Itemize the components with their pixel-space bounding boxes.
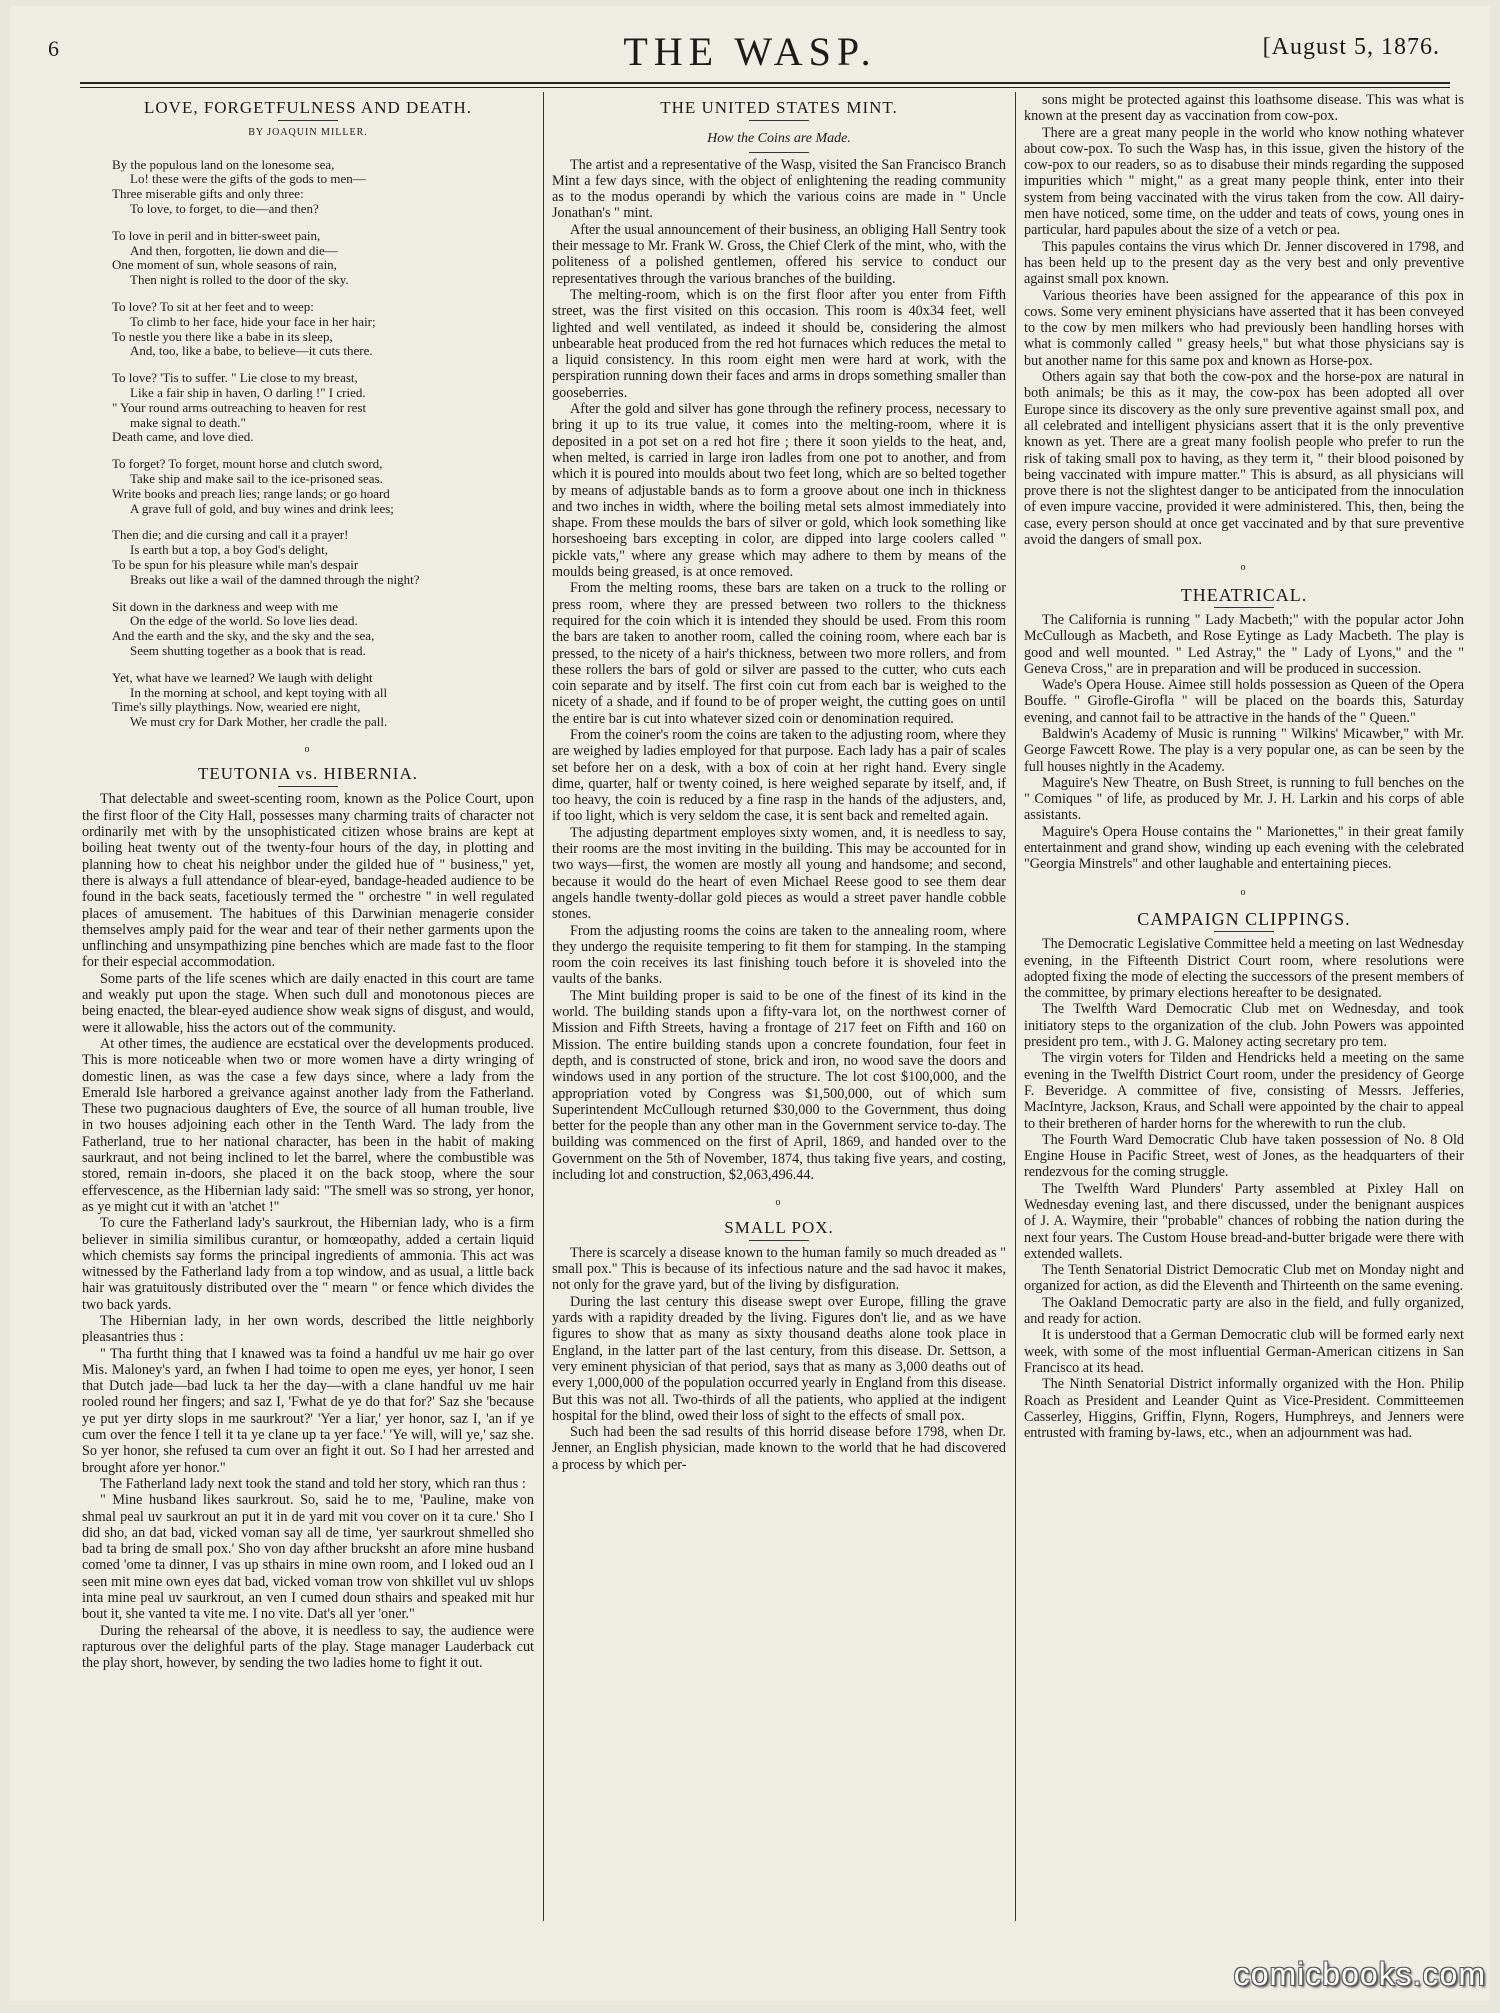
poem-stanza bbox=[112, 528, 534, 587]
article-subtitle-mint: How the Coins are Made. bbox=[707, 131, 851, 147]
paragraph: After the usual announcement of their business, an obliging Hall Sentry took their message to Mr. Frank W. Gross, the Chief Clerk of the mint, who, with the politeness of a polished gentlemen, offered his service to conduct our representatives through the various branches of the building. bbox=[552, 221, 1006, 287]
paragraph: After the gold and silver has gone through the refinery process, necessary to bring it up to its true value, it comes into the melting-room, where it is deposited in a pot set on a red hot fire ; there it soon yields to the heat, and, when melted, is carried in large iron ladles from one pot to another, and from which it is poured into moulds about two feet long, which are so belted together by means of adjustable bands as to form a groove about one inch in thickness and two inches in width, where the boiling metal sets almost immediately into shape. From these moulds the bars of silver or gold, which look something like horseshoeing bars excepting in color, are dipped into large coolers called " pickle vats," where any grease which may adhere to them by means of the moulds being greased, is at once removed. bbox=[552, 401, 1006, 581]
paragraph: The Twelfth Ward Plunders' Party assembled at Pixley Hall on Wednesday evening last, and there discussed, under the benignant auspices of J. A. Waymire, their "probable" chances of robbing the nation during the next four years. The Custom House bread-and-butter brigade were there with extended wallets. bbox=[1024, 1180, 1464, 1262]
poem-line: One moment of sun, whole seasons of rain, bbox=[112, 257, 337, 273]
column-2 bbox=[552, 92, 1006, 1921]
poem-line: Take ship and make sail to the ice-prisoned seas. bbox=[130, 470, 383, 486]
page-number: 6 bbox=[48, 36, 59, 61]
column-3 bbox=[1024, 92, 1464, 1921]
article-title-teutonia: TEUTONIA vs. HIBERNIA. bbox=[197, 764, 418, 784]
poem-line: To love in peril and in bitter-sweet pain, bbox=[112, 227, 321, 243]
paragraph: The Hibernian lady, in her own words, described the little neighborly pleasantries thus : bbox=[82, 1312, 534, 1346]
paragraph: The Tenth Senatorial District Democratic Club met on Monday night and organized for action, as did the Eleventh and Thirteenth on the same evening. bbox=[1024, 1262, 1464, 1295]
poem-byline: BY JOAQUIN MILLER. bbox=[248, 127, 368, 139]
poem-line: Seem shutting together as a book that is read. bbox=[130, 642, 366, 658]
article-body-mint bbox=[552, 157, 1006, 1184]
paragraph: From the coiner's room the coins are taken to the adjusting room, where they are weighed by ladies employed for that purpose. Each lady has a pair of scales set before her on a desk, with a box of coin at her right hand. Every single dime, quarter, half or twenty coined, is here weighed separate by itself, and, if too heavy, the coin is reduced by a fine rasp in the hands of the adjusters, and, if too light, which is very seldom the case, it is sent back and remelted again. bbox=[552, 726, 1006, 825]
paragraph: This papules contains the virus which Dr. Jenner discovered in 1798, and has been held up to the present day as the very best and only preventive against small pox known. bbox=[1024, 238, 1464, 288]
paragraph: At other times, the audience are ecstatical over the developments produced. This is more noticeable when two or more women have a dirty wringing of domestic linen, as was the case a few days since, where a lady from the Emerald Isle harbored a greivance against another lady from the Fatherland. These two pugnacious daughters of Eve, the source of all human trouble, live in two houses adjoining each other in the Tenth Ward. The lady from the Fatherland, true to her national character, has been in the habit of making saurkraut, and not being inclined to let the barrel, where the combustible was stored, remain in-doors, she placed it on the back stoop, where the sour effervescence, as the Hibernian lady said: "The smell was so strong, yer honor, as ye might cut it with an 'atchet !" bbox=[82, 1035, 534, 1215]
paragraph: Various theories have been assigned for the appearance of this pox in cows. Some very eminent physicians have asserted that it has been conveyed to the cow by men milkers who had previously been handling horses with what is commonly called " greasy heels," but what those physicians say is but another name for this same pox and known as Horse-pox. bbox=[1024, 287, 1464, 369]
masthead bbox=[40, 28, 1460, 74]
title-rule bbox=[1214, 931, 1274, 932]
article-title-mint: THE UNITED STATES MINT. bbox=[660, 98, 898, 117]
newspaper-title: THE WASP. bbox=[623, 29, 877, 74]
title-rule bbox=[1214, 607, 1274, 608]
paragraph: It is understood that a German Democratic club will be formed early next week, with some of the most influential German-American citizens in San Francisco at its head. bbox=[1024, 1327, 1464, 1376]
paragraph: Some parts of the life scenes which are daily enacted in this court are tame and weakly put upon the stage. When such dull and monotonous pieces are being enacted, the blear-eyed audience show weak signs of disgust, and would, were it allowable, hiss the actors out of the community. bbox=[82, 970, 534, 1036]
ornament-divider: o bbox=[304, 743, 312, 755]
paragraph: During the last century this disease swept over Europe, filling the grave yards with a rapidity dreaded by the living. Figures don't lie, and as we have figures to show that as many as sixty thousand deaths alone took place in England, in the latter part of the last century, from this disease. Dr. Settson, a very eminent physician of that period, says that as many as 3,000 deaths out of every 1,000,000 of the population occurred yearly in England from this disease. But this was not all. Two-thirds of all the patients, who applied at the indigent hospital for the blind, owed their loss of sight to the effects of small pox. bbox=[552, 1293, 1006, 1424]
paragraph: There is scarcely a disease known to the human family so much dreaded as " small pox." This is because of its infectious nature and the sad havoc it makes, not only for the grave yard, but of the living by disfiguration. bbox=[552, 1244, 1006, 1294]
poem-line: To love? To sit at her feet and to weep: bbox=[112, 298, 314, 314]
header-rule-thin bbox=[80, 87, 1450, 88]
issue-date: [August 5, 1876. bbox=[1262, 34, 1440, 60]
poem-line: And then, forgotten, lie down and die— bbox=[130, 242, 338, 258]
paragraph: " Tha furtht thing that I knawed was ta foind a handful uv me hair go over Mis. Maloney's yard, an fwhen I had toime to open me eyes, yer honor, I seen that Dutch jade—bad luck ta her the day—with a clane handful uv me hair rooled round her fingers; and saz I, 'Fwhat de ye do that for?' Saz she 'because ye put yer dirty slops in me saurkrout?' 'Yer a liar,' yer honor, saz I, 'an if ye cum over the fence I tell it ta ye clane up ta yer face.' 'Ye will, will ye,' saz she. So yer honor, she refused ta cum over an fight it out. So I had her arrested and brought afore yer honor." bbox=[82, 1345, 534, 1476]
ornament-divider: o bbox=[1240, 562, 1248, 574]
poem-line: In the morning at school, and kept toying with all bbox=[130, 684, 388, 700]
paragraph: Wade's Opera House. Aimee still holds possession as Queen of the Opera Bouffe. " Girofle-Girofla " will be placed on the boards this, Saturday evening, and cannot fail to be attractive in the hands of the " Queen." bbox=[1024, 677, 1464, 726]
paragraph: The virgin voters for Tilden and Hendricks held a meeting on the same evening in the Twelfth District Court room, under the presidency of George F. Beveridge. A committee of five, consisting of Messrs. Jefferies, MacIntyre, Jackson, Kraus, and Schall were appointed by the chair to appeal to their bretheren of harder horns for the wherewith to run the club. bbox=[1024, 1050, 1464, 1132]
column-divider-2 bbox=[1015, 92, 1016, 1921]
paragraph: The Ninth Senatorial District informally organized with the Hon. Philip Roach as President and Leander Quint as Vice-President. Committeemen Casserley, Higgins, Griffin, Flynn, Rogers, Humphreys, and Jenners were entrusted with framing by-laws, etc., when an adjournment was had. bbox=[1024, 1376, 1464, 1442]
paragraph: There are a great many people in the world who know nothing whatever about cow-pox. To such the Wasp has, in this issue, given the history of the cow-pox to our readers, so as to disabuse their minds regarding the supposed impurities which " might," as a great many people think, enter into their system from being vaccinated with the virus taken from the cow. All dairy-men have noticed, some time, on the udder and teats of cows, young ones in particular, hard papules about the size of a vetch or pea. bbox=[1024, 124, 1464, 239]
poem-stanza bbox=[112, 229, 534, 288]
poem-line: A grave full of gold, and buy wines and drink lees; bbox=[130, 500, 394, 516]
poem-line: By the populous land on the lonesome sea, bbox=[112, 156, 335, 172]
paragraph: Baldwin's Academy of Music is running " Wilkins' Micawber," with Mr. George Fawcett Rowe. The play is a very popular one, as can be seen by the full houses nightly in the Academy. bbox=[1024, 725, 1464, 775]
article-title-theatrical: THEATRICAL. bbox=[1180, 584, 1308, 605]
paragraph: The Fatherland lady next took the stand and told her story, which ran thus : bbox=[100, 1475, 526, 1492]
title-rule bbox=[278, 786, 338, 787]
paragraph: From the melting rooms, these bars are taken on a truck to the rolling or press room, where they are pressed between two rollers to the thickness required for the coin which it is intended they should be used. From this room the bars are taken to another room, called the coining room, where each bar is pressed, to the nicety of a hair's thickness, between two more rollers, and from these rollers the bars of gold or silver are passed to the cutter, who cuts each coin separate and by itself. The first coin cut from each bar is weighed to the nicety of a shade, and if found to be of proper weight, the cutting goes on until the entire bar is cut into whatever sized coin or denomination required. bbox=[552, 580, 1006, 727]
poem-line: To love, to forget, to die—and then? bbox=[130, 200, 319, 216]
poem-line: To be spun for his pleasure while man's despair bbox=[112, 556, 359, 572]
column-1 bbox=[82, 92, 534, 1921]
poem-stanza bbox=[112, 371, 534, 445]
paragraph: The melting-room, which is on the first floor after you enter from Fifth street, was the first visited on this occasion. This room is 40x34 feet, well lighted and well ventilated, as indeed it should be, considering the almost unbearable heat produced from the red hot furnaces which reduces the metal to a liquid consistency. In this room eight men were hard at work, with the perspiration running down their faces and arms in drops something smaller than gooseberries. bbox=[552, 286, 1006, 401]
newspaper-page bbox=[10, 6, 1490, 2001]
poem-stanza bbox=[112, 300, 534, 359]
poem-line: Yet, what have we learned? We laugh with delight bbox=[112, 669, 373, 685]
paragraph: The Twelfth Ward Democratic Club met on Wednesday, and took initiatory steps to the organization of the club. John Powers was appointed president pro tem., with J. G. Maloney acting secretary pro tem. bbox=[1024, 1001, 1464, 1051]
poem-line: To climb to her face, hide your face in her hair; bbox=[130, 313, 376, 329]
paragraph: The Oakland Democratic party are also in the field, and fully organized, and ready for action. bbox=[1024, 1294, 1464, 1328]
poem-line: make signal to death." bbox=[130, 414, 246, 430]
poem-stanza bbox=[112, 671, 534, 730]
paragraph: sons might be protected against this loathsome disease. This was what is known at the present day as vaccination from cow-pox. bbox=[1024, 92, 1464, 125]
article-body-theatrical bbox=[1024, 612, 1464, 873]
poem-line: We must cry for Dark Mother, her cradle the pall. bbox=[130, 714, 388, 730]
article-body-smallpox bbox=[552, 1245, 1006, 1473]
poem-line: Lo! these were the gifts of the gods to men— bbox=[130, 171, 366, 187]
article-body-teutonia bbox=[82, 791, 534, 1671]
article-title-campaign: CAMPAIGN CLIPPINGS. bbox=[1137, 908, 1351, 929]
paragraph: Such had been the sad results of this horrid disease before 1798, when Dr. Jenner, an English physician, made known to the world that he had discovered a process by which per- bbox=[552, 1424, 1006, 1473]
paragraph: That delectable and sweet-scenting room, known as the Police Court, upon the first floor of the City Hall, possesses many charming traits of character not ordinarily met with by the unsophisticated citizen whose brains are kept at boiling heat twenty out of the twenty-four hours of the day, in plotting and planning how to cheat his neighbor under the gilded hue of " business," yet, there is always a full attendance of blear-eyed, bandage-headed audience to be found in the back seats, facetiously termed the " orchestre " in well regulated places of amusement. The habitues of this Darwinian menagerie consider themselves amply paid for the wear and tear of their nether garments upon the unflinching and unsympathizing pine benches which are made fast to the floor for their especial accommodation. bbox=[82, 791, 534, 971]
paragraph: During the rehearsal of the above, it is needless to say, the audience were rapturous over the delighful parts of the play. Stage manager Lauderback cut the play short, however, by sending the two ladies home to fight it out. bbox=[82, 1622, 534, 1672]
poem-line: On the edge of the world. So love lies dead. bbox=[130, 613, 358, 629]
title-rule bbox=[749, 120, 809, 121]
poem-line: Is earth but a top, a boy God's delight, bbox=[130, 542, 329, 558]
ornament-divider: o bbox=[1240, 886, 1248, 898]
poem-stanza bbox=[112, 600, 534, 659]
poem-stanza bbox=[112, 158, 534, 217]
header-rule bbox=[80, 82, 1450, 84]
paragraph: Maguire's New Theatre, on Bush Street, is running to full benches on the " Comiques " of life, as produced by Mr. J. H. Larkin and his corps of able assistants. bbox=[1024, 774, 1464, 824]
ornament-divider: o bbox=[775, 1197, 783, 1209]
paragraph: The Democratic Legislative Committee held a meeting on last Wednesday evening, in the Fifteenth District Court room, where resolutions were adopted fixing the mode of electing the successors of the present members of the committee, by primary elections hereafter to be designated. bbox=[1024, 936, 1464, 1002]
column-divider-1 bbox=[543, 92, 544, 1921]
paragraph: The artist and a representative of the Wasp, visited the San Francisco Branch Mint a few days since, with the object of enlightening the reading community as to the modus operandi by which the various coins are made in " Uncle Jonathan's " mint. bbox=[552, 156, 1006, 222]
paragraph: The adjusting department employes sixty women, and, it is needless to say, their rooms are the most inviting in the building. This may be accounted for in two ways—first, the women are mostly all young and handsome; and second, because it would do the heart of even Michael Reese good to see them dear angels handle twenty-dollar gold pieces as would a street paver handle cobble stones. bbox=[552, 824, 1006, 923]
poem-line: Like a fair ship in haven, O darling !" I cried. bbox=[130, 384, 366, 400]
title-rule bbox=[278, 120, 338, 121]
paragraph: The Fourth Ward Democratic Club have taken possession of No. 8 Old Engine House in Pacific Street, west of Jones, as the headquarters of their rendezvous for the coming struggle. bbox=[1024, 1131, 1464, 1181]
article-body-campaign bbox=[1024, 936, 1464, 1441]
poem-line: " Your round arms outreaching to heaven for rest bbox=[112, 399, 367, 415]
article-body-smallpox-continued bbox=[1024, 92, 1464, 548]
poem-line: To forget? To forget, mount horse and clutch sword, bbox=[112, 456, 383, 472]
poem-line: Write books and preach lies; range lands; or go hoard bbox=[112, 485, 390, 501]
paragraph: Maguire's Opera House contains the " Marionettes," in their great family entertainment and grand show, winding up each evening with the celebrated "Georgia Minstrels" and other laughable and entertaining pieces. bbox=[1024, 823, 1464, 873]
poem-line: Then die; and die cursing and call it a prayer! bbox=[112, 527, 349, 543]
poem-line: And, too, like a babe, to believe—it cuts there. bbox=[130, 343, 373, 359]
poem-body bbox=[82, 158, 534, 730]
subtitle-rule bbox=[749, 152, 809, 153]
watermark-logo: comicbooks.com bbox=[1233, 1956, 1486, 1992]
paragraph: To cure the Fatherland lady's saurkrout, the Hibernian lady, who is a firm believer in similia similibus curantur, or homœopathy, added a certain liquid which chemists say forms the principal ingredients of ammonia. This act was witnessed by the Fatherland lady from a top window, and as usual, a little back hair was gratuitously distributed over the " mearn " or fence which divides the two back yards. bbox=[82, 1215, 534, 1313]
poem-line: To nestle you there like a babe in its sleep, bbox=[112, 328, 333, 344]
poem-line: Breaks out like a wail of the damned through the night? bbox=[130, 571, 420, 587]
poem-line: And the earth and the sky, and the sky and the sea, bbox=[112, 628, 375, 644]
paragraph: " Mine husband likes saurkrout. So, said he to me, 'Pauline, make von shmal peal uv saurkrout an put it in de yard mit vou cover on it ta cure.' Sho I did sho, an dat bad, vicked voman say all de time, 'yer saurkrout shmelled sho bad ta bring de small pox.' Sho von day afther brucksht an afore mine husband comed 'ome ta dinner, I vas up sthairs in mine own room, and I loked oud an I seen mit mine own eyes dat bad, vicked voman trow von shkillet vul uv shlops inta mine peal uv saurkrout, an ven I cumed doun sthairs and speaked mit hur bout it, she vanted ta vite me. I no vite. Dat's all yer 'oner." bbox=[82, 1492, 534, 1623]
poem-line: Death came, and love died. bbox=[112, 429, 254, 445]
paragraph: From the adjusting rooms the coins are taken to the annealing room, where they undergo the requisite tempering to fit them for stamping. In the stamping room the coin receives its last finishing touch before it is shoveled into the vaults of the banks. bbox=[552, 922, 1006, 988]
poem-line: Three miserable gifts and only three: bbox=[112, 186, 304, 202]
title-rule bbox=[749, 1240, 809, 1241]
paragraph: The California is running " Lady Macbeth;" with the popular actor John McCullough as Macbeth, and Rose Eytinge as Lady Macbeth. The play is good and well mounted. " Led Astray," the " Lady of Lyons," and the " Geneva Cross," are in preparation and will be produced in succession. bbox=[1024, 611, 1464, 677]
article-title-smallpox: SMALL POX. bbox=[724, 1217, 834, 1237]
paragraph: Others again say that both the cow-pox and the horse-pox are natural in both animals; be this as it may, the cow-pox has been adopted all over Europe since its discovery as the only sure preventive against small pox, and all celebrated and intelligent physicians assert that it is the only preventive known as yet. There are a great many foolish people who prefer to run the risk of taking small pox to having, as they term it, " their blood poisoned by being vaccinated with impure matter." This is absurd, as all physicians will prove there is not the slightest danger to be anticipated from the innoculation of even impure vaccine, provided it were administered. This, then, being the case, every person should at once get vaccinated and by that sure preventive avoid the dangers of small pox. bbox=[1024, 369, 1464, 549]
poem-stanza bbox=[112, 457, 534, 516]
poem-line: Then night is rolled to the door of the sky. bbox=[130, 272, 349, 288]
poem-title: LOVE, FORGETFULNESS AND DEATH. bbox=[144, 98, 472, 117]
paragraph: The Mint building proper is said to be one of the finest of its kind in the world. The building stands upon a fifty-vara lot, on the northwest corner of Mission and Fifth Streets, having a frontage of 217 feet on Fifth and 160 on Mission. The entire building stands upon a concrete foundation, four feet in depth, and is constructed of stone, brick and iron, no wood save the doors and windows used in any portion of the structure. The lot cost $100,000, and the appropriation voted by Congress was $1,500,000, out of which sum Superintendent McCullough returned $30,000 to the Government, thus doing better for the people than any other man in the Government service to-day. The building was commenced on the first of April, 1869, and handed over to the Government on the 5th of November, 1874, thus taking five years, and costing, including lot and construction, $2,063,496.44. bbox=[552, 987, 1006, 1183]
poem-line: To love? 'Tis to suffer. " Lie close to my breast, bbox=[112, 370, 358, 386]
poem-line: Time's silly playthings. Now, wearied ere night, bbox=[112, 699, 361, 715]
poem-line: Sit down in the darkness and weep with me bbox=[112, 598, 339, 614]
